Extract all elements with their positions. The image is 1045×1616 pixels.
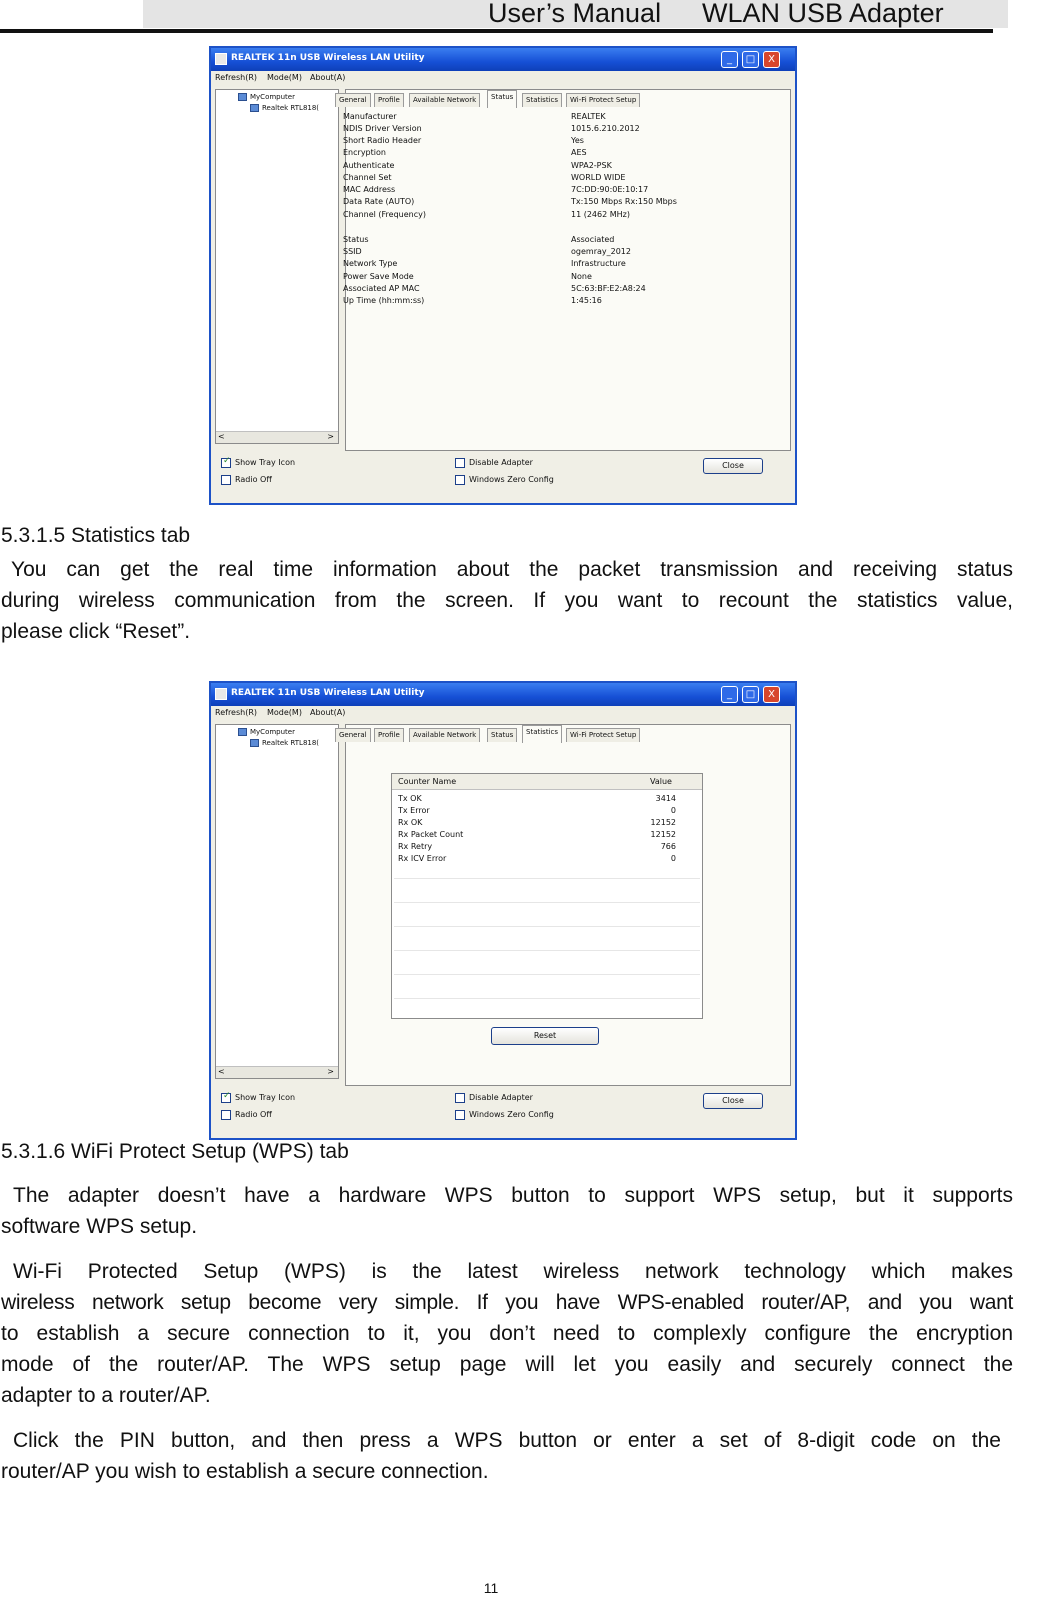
status-value: WPA2-PSK xyxy=(571,161,612,170)
scroll-right-arrow-icon[interactable]: > xyxy=(327,432,334,441)
header-manual-title: User’s Manual xyxy=(488,0,662,28)
paragraph-line: Wi-Fi Protected Setup (WPS) is the latest wireless network technology which makes xyxy=(13,1260,1013,1283)
status-value: ogemray_2012 xyxy=(571,247,631,256)
tab-available-network[interactable]: Available Network xyxy=(409,728,480,742)
counter-name: Rx OK xyxy=(398,818,423,827)
window-title: REALTEK 11n USB Wireless LAN Utility xyxy=(231,53,425,63)
status-value: 1015.6.210.2012 xyxy=(571,124,640,133)
status-value: WORLD WIDE xyxy=(571,173,626,182)
maximize-button[interactable]: □ xyxy=(742,51,759,68)
computer-icon xyxy=(238,93,247,101)
tab-statistics[interactable]: Statistics xyxy=(522,725,562,743)
disable-adapter-checkbox[interactable] xyxy=(455,1093,465,1103)
tree-scrollbar[interactable] xyxy=(216,431,338,443)
status-value: 11 (2462 MHz) xyxy=(571,210,630,219)
status-label: Network Type xyxy=(343,259,398,268)
reset-button[interactable]: Reset xyxy=(491,1027,599,1045)
tab-general[interactable]: General xyxy=(335,93,371,107)
status-value: AES xyxy=(571,148,587,157)
counter-name: Rx ICV Error xyxy=(398,854,447,863)
statistics-list xyxy=(391,773,703,1019)
adapter-icon xyxy=(250,739,259,747)
grid-line xyxy=(394,950,700,951)
menu-refresh[interactable]: Refresh(R) xyxy=(215,73,258,82)
tab-wps[interactable]: Wi-Fi Protect Setup xyxy=(566,728,640,742)
menu-bar xyxy=(211,706,795,722)
paragraph-line: mode of the router/AP. The WPS setup page will let you easily and securely connect the xyxy=(1,1353,1013,1376)
status-label: Data Rate (AUTO) xyxy=(343,197,415,206)
header-product-title: WLAN USB Adapter xyxy=(702,0,944,28)
app-icon xyxy=(215,688,227,700)
show-tray-icon-label: Show Tray Icon xyxy=(235,1093,296,1102)
radio-off-label: Radio Off xyxy=(235,1110,272,1119)
tab-wps[interactable]: Wi-Fi Protect Setup xyxy=(566,93,640,107)
menu-about[interactable]: About(A) xyxy=(310,708,346,717)
app-icon xyxy=(215,53,227,65)
counter-name: Tx Error xyxy=(398,806,430,815)
status-label: Status xyxy=(343,235,369,244)
header-rule xyxy=(0,29,993,33)
counter-value: 12152 xyxy=(650,830,676,839)
close-window-button[interactable]: X xyxy=(763,51,780,68)
statistics-tab-screenshot xyxy=(209,681,797,1140)
show-tray-icon-label: Show Tray Icon xyxy=(235,458,296,467)
adapter-icon xyxy=(250,104,259,112)
disable-adapter-label: Disable Adapter xyxy=(469,458,533,467)
tree-node-adapter[interactable]: Realtek RTL818( xyxy=(262,739,320,747)
status-value: 5C:63:BF:E2:A8:24 xyxy=(571,284,646,293)
tab-statistics[interactable]: Statistics xyxy=(522,93,562,107)
counter-value: 0 xyxy=(670,854,676,863)
paragraph-line: please click “Reset”. xyxy=(1,620,191,643)
tab-status[interactable]: Status xyxy=(487,90,517,108)
minimize-button[interactable]: _ xyxy=(721,686,738,703)
windows-zero-config-checkbox[interactable] xyxy=(455,1110,465,1120)
menu-about[interactable]: About(A) xyxy=(310,73,346,82)
windows-zero-config-checkbox[interactable] xyxy=(455,475,465,485)
window-title: REALTEK 11n USB Wireless LAN Utility xyxy=(231,688,425,698)
scroll-right-arrow-icon[interactable]: > xyxy=(327,1067,334,1076)
window-titlebar xyxy=(211,683,795,706)
status-label: Channel Set xyxy=(343,173,392,182)
status-label: SSID xyxy=(343,247,362,256)
section-heading-wps: 5.3.1.6 WiFi Protect Setup (WPS) tab xyxy=(1,1140,349,1163)
radio-off-checkbox[interactable] xyxy=(221,1110,231,1120)
tab-profile[interactable]: Profile xyxy=(374,728,404,742)
paragraph-line: to establish a secure connection to it, you don’t need to complexly configure the encryption xyxy=(1,1322,1013,1345)
menu-refresh[interactable]: Refresh(R) xyxy=(215,708,258,717)
menu-mode[interactable]: Mode(M) xyxy=(267,708,302,717)
radio-off-checkbox[interactable] xyxy=(221,475,231,485)
counter-name: Rx Retry xyxy=(398,842,433,851)
status-tab-screenshot xyxy=(209,46,797,505)
paragraph-line: during wireless communication from the screen. If you want to recount the statistics value, xyxy=(1,589,1013,612)
computer-icon xyxy=(238,728,247,736)
column-header-counter-name[interactable]: Counter Name xyxy=(398,777,457,786)
show-tray-icon-checkbox[interactable]: ✓ xyxy=(223,456,231,466)
status-value: Associated xyxy=(571,235,615,244)
status-value: 7C:DD:90:0E:10:17 xyxy=(571,185,649,194)
status-label: NDIS Driver Version xyxy=(343,124,422,133)
status-label: Authenticate xyxy=(343,161,395,170)
scroll-left-arrow-icon[interactable]: < xyxy=(218,432,225,441)
window-titlebar xyxy=(211,48,795,71)
status-label: Encryption xyxy=(343,148,386,157)
grid-line xyxy=(394,878,700,879)
maximize-button[interactable]: □ xyxy=(742,686,759,703)
disable-adapter-checkbox[interactable] xyxy=(455,458,465,468)
paragraph-line: adapter to a router/AP. xyxy=(1,1384,211,1407)
close-button[interactable]: Close xyxy=(703,1093,763,1109)
tree-node-adapter[interactable]: Realtek RTL818( xyxy=(262,104,320,112)
grid-line xyxy=(394,902,700,903)
tab-profile[interactable]: Profile xyxy=(374,93,404,107)
close-button[interactable]: Close xyxy=(703,458,763,474)
status-label: Power Save Mode xyxy=(343,272,414,281)
menu-mode[interactable]: Mode(M) xyxy=(267,73,302,82)
tree-node-mycomputer[interactable]: MyComputer xyxy=(250,728,295,736)
radio-off-label: Radio Off xyxy=(235,475,272,484)
status-label: Channel (Frequency) xyxy=(343,210,426,219)
counter-name: Tx OK xyxy=(398,794,422,803)
windows-zero-config-label: Windows Zero Config xyxy=(469,475,554,484)
device-tree xyxy=(215,724,339,1079)
show-tray-icon-checkbox[interactable]: ✓ xyxy=(223,1091,231,1101)
status-value: 1:45:16 xyxy=(571,296,602,305)
grid-line xyxy=(394,998,700,999)
section-heading-statistics: 5.3.1.5 Statistics tab xyxy=(1,524,191,547)
status-value: Yes xyxy=(571,136,584,145)
disable-adapter-label: Disable Adapter xyxy=(469,1093,533,1102)
windows-zero-config-label: Windows Zero Config xyxy=(469,1110,554,1119)
paragraph-line: wireless network setup become very simple. If you have WPS-enabled router/AP, and you want xyxy=(1,1291,1013,1314)
status-label: Manufacturer xyxy=(343,112,397,121)
statistics-list-header xyxy=(392,774,702,790)
column-header-value[interactable]: Value xyxy=(650,777,672,786)
paragraph-line: Click the PIN button, and then press a WPS button or enter a set of 8-digit code on the xyxy=(13,1429,1001,1452)
status-label: Short Radio Header xyxy=(343,136,422,145)
status-value: Infrastructure xyxy=(571,259,626,268)
counter-value: 12152 xyxy=(650,818,676,827)
paragraph-line: router/AP you wish to establish a secure connection. xyxy=(1,1460,489,1483)
tree-node-mycomputer[interactable]: MyComputer xyxy=(250,93,295,101)
paragraph-line: software WPS setup. xyxy=(1,1215,198,1238)
tree-scrollbar[interactable] xyxy=(216,1066,338,1078)
minimize-button[interactable]: _ xyxy=(721,51,738,68)
paragraph-line: You can get the real time information about the packet transmission and receiving status xyxy=(11,558,1013,581)
close-window-button[interactable]: X xyxy=(763,686,780,703)
counter-value: 3414 xyxy=(655,794,676,803)
status-label: Up Time (hh:mm:ss) xyxy=(343,296,425,305)
menu-bar xyxy=(211,71,795,87)
page-number: 11 xyxy=(483,1580,499,1596)
tab-available-network[interactable]: Available Network xyxy=(409,93,480,107)
paragraph-line: The adapter doesn’t have a hardware WPS button to support WPS setup, but it supports xyxy=(13,1184,1013,1207)
status-value: REALTEK xyxy=(571,112,606,121)
grid-line xyxy=(394,974,700,975)
grid-line xyxy=(394,926,700,927)
status-label: Associated AP MAC xyxy=(343,284,420,293)
status-value: Tx:150 Mbps Rx:150 Mbps xyxy=(571,197,677,206)
counter-name: Rx Packet Count xyxy=(398,830,464,839)
device-tree xyxy=(215,89,339,444)
scroll-left-arrow-icon[interactable]: < xyxy=(218,1067,225,1076)
tab-status[interactable]: Status xyxy=(487,728,517,742)
counter-value: 0 xyxy=(670,806,676,815)
tab-general[interactable]: General xyxy=(335,728,371,742)
counter-value: 766 xyxy=(660,842,676,851)
status-label: MAC Address xyxy=(343,185,396,194)
status-value: None xyxy=(571,272,592,281)
